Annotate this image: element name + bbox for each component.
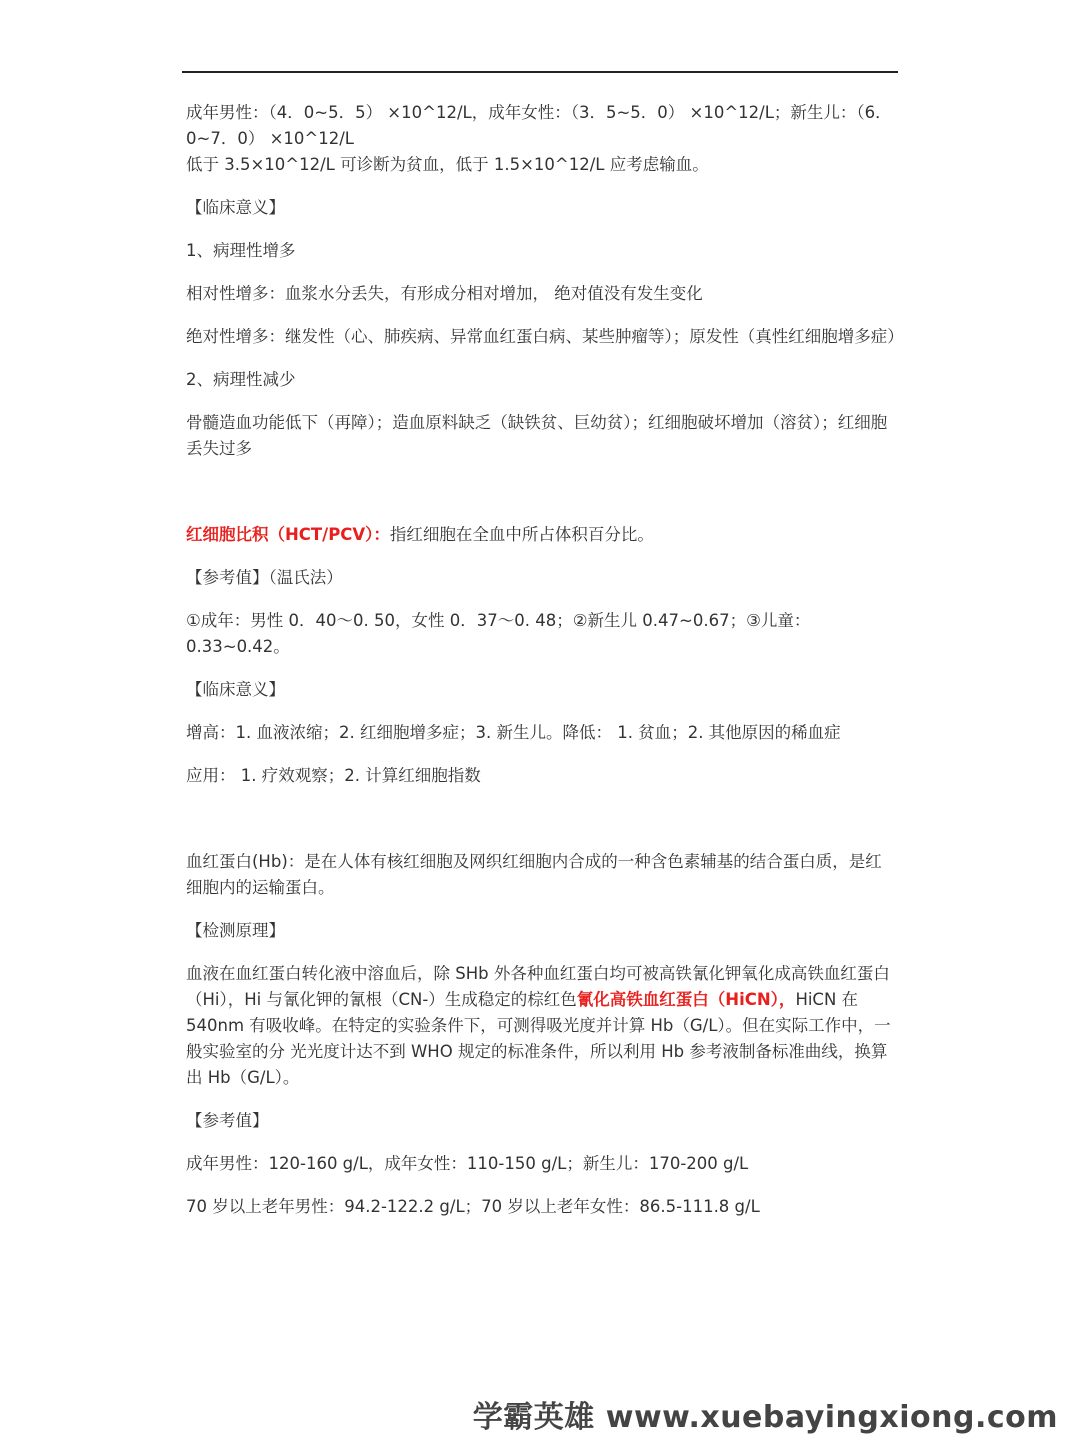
hct-reference-values: ①成年：男性 0．40～0. 50，女性 0．37～0. 48；②新生儿 0.47~0.67；③儿童：0.33~0.42。 xyxy=(186,611,811,656)
hb-principle-heading: 【检测原理】 xyxy=(186,921,285,940)
hct-title-definition: 指红细胞在全血中所占体积百分比。 xyxy=(389,525,654,544)
rbc-decrease-title: 2、病理性减少 xyxy=(186,370,296,389)
hb-principle-text xyxy=(186,961,898,1091)
hct-application: 应用： 1. 疗效观察；2. 计算红细胞指数 xyxy=(186,766,481,785)
hct-title xyxy=(186,522,898,548)
hct-ref-heading-label: 【参考值】 xyxy=(186,568,269,587)
header-rule xyxy=(182,71,898,73)
hb-definition: 血红蛋白(Hb)：是在人体有核红细胞及网织红细胞内合成的一种含色素辅基的结合蛋白质，是红细胞内的运输蛋白。 xyxy=(186,852,882,897)
hct-rise-fall: 增高：1. 血液浓缩；2. 红细胞增多症；3. 新生儿。降低： 1. 贫血；2. 其他原因的稀血症 xyxy=(186,723,841,742)
hb-principle-part2: HiCN 在 540nm 有吸收峰。在特定的实验条件下，可测得吸光度并计算 Hb（G/L）。但在实际工作中，一般实验室的分 光光度计达不到 WHO 规定的标准条件，所以利用 Hb 参考液制备标准曲线，换算出 Hb（G/L）。 xyxy=(186,990,891,1087)
rbc-increase-title: 1、病理性增多 xyxy=(186,241,296,260)
rbc-decrease-causes: 骨髓造血功能低下（再障）；造血原料缺乏（缺铁贫、巨幼贫）；红细胞破坏增加（溶贫）；红细胞丢失过多 xyxy=(186,413,888,458)
rbc-relative-increase: 相对性增多：血浆水分丢失，有形成分相对增加， 绝对值没有发生变化 xyxy=(186,284,703,303)
hb-reference-elderly: 70 岁以上老年男性：94.2-122.2 g/L；70 岁以上老年女性：86.5-111.8 g/L xyxy=(186,1197,760,1216)
hct-ref-method: （温氏法） xyxy=(268,568,343,587)
rbc-reference-values: 成年男性：（4．0~5．5） ×10^12/L，成年女性：（3．5~5．0） ×10^12/L；新生儿：（6．0~7．0） ×10^12/L xyxy=(186,103,892,148)
hct-reference-heading xyxy=(186,565,898,591)
footer-watermark: 学霸英雄 www.xuebayingxiong.com xyxy=(472,1400,1058,1435)
hb-reference-adult: 成年男性：120-160 g/L，成年女性：110-150 g/L；新生儿：170-200 g/L xyxy=(186,1154,749,1173)
rbc-anemia-threshold: 低于 3.5×10^12/L 可诊断为贫血，低于 1.5×10^12/L 应考虑输血。 xyxy=(186,155,709,174)
rbc-clinical-heading: 【临床意义】 xyxy=(186,198,285,217)
hb-reference-heading: 【参考值】 xyxy=(186,1111,269,1130)
hb-principle-highlight: 氰化高铁血红蛋白（HiCN）， xyxy=(576,990,796,1009)
hb-principle-part1: 血液在血红蛋白转化液中溶血后，除 SHb 外各种血红蛋白均可被高铁氰化钾氧化成高铁血红蛋白（Hi），Hi 与氰化钾的氰根（CN-）生成稳定的棕红色 xyxy=(186,964,890,1009)
rbc-absolute-increase: 绝对性增多：继发性（心、肺疾病、异常血红蛋白病、某些肿瘤等）；原发性（真性红细胞增多症） xyxy=(186,327,904,346)
document-body xyxy=(186,100,904,1220)
hct-clinical-heading: 【临床意义】 xyxy=(186,680,285,699)
hct-title-highlight: 红细胞比积（HCT/PCV）： xyxy=(186,525,390,544)
